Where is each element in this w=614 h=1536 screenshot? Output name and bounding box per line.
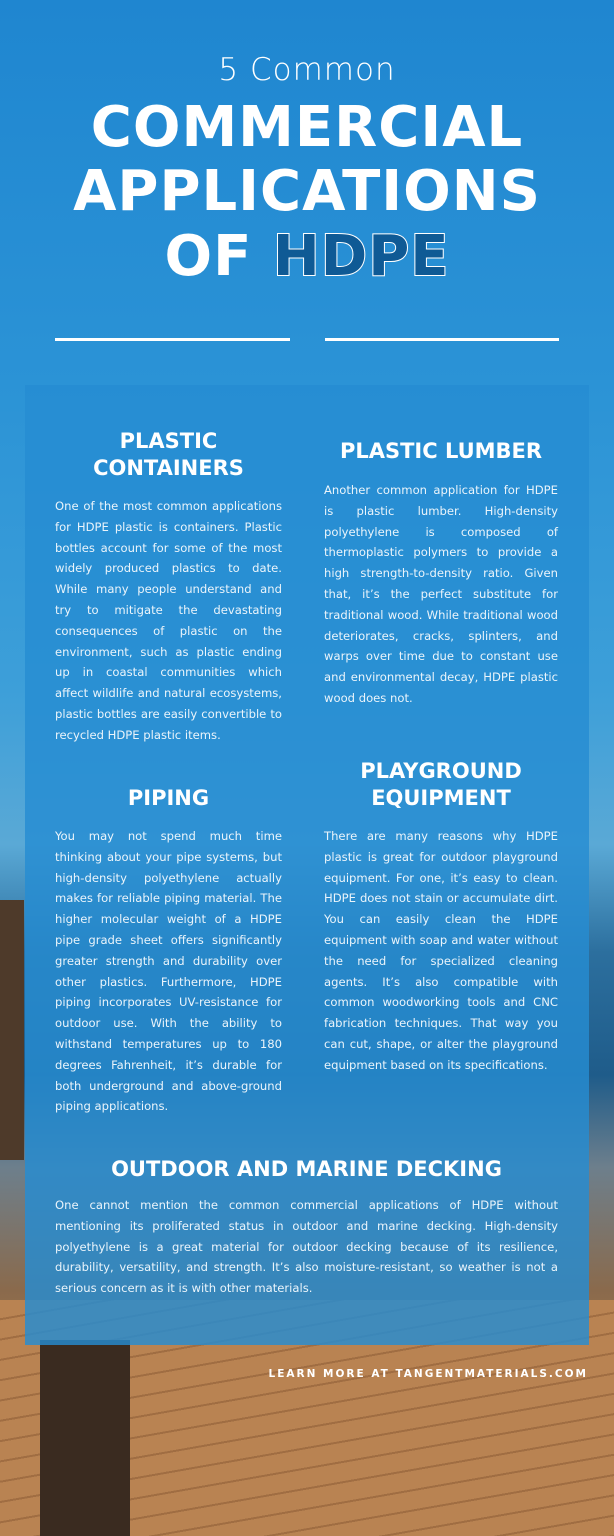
background-post	[0, 900, 24, 1160]
section-body: One cannot mention the common commercial applications of HDPE without mentioning its proliferated status in outdoor and marine decking. High-density polyethylene is a great material for outdoor decking because of its resilience, durability, versatility, and strength. It’s also moisture-resistant, so weather is not a serious concern as it is with other materials.	[55, 1198, 558, 1296]
section-body: One of the most common applications for HDPE plastic is containers. Plastic bottles account for some of the most widely produced plastics to date. While many people understand and try to mitigate the devastating consequences of plastic on the environment, such as plastic ending up in coastal communities which affect wildlife and natural ecosystems, plastic bottles are easily convertible to recycled HDPE plastic items.	[55, 499, 282, 742]
divider	[325, 338, 559, 341]
title-line: APPLICATIONS	[73, 159, 541, 224]
title-line	[0, 225, 614, 289]
divider	[55, 338, 290, 341]
title-line: COMMERCIAL	[90, 95, 524, 160]
section-heading: PLASTIC CONTAINERS	[93, 429, 244, 480]
section-heading: OUTDOOR AND MARINE DECKING	[111, 1157, 502, 1181]
subtitle: 5 Common	[218, 52, 396, 88]
section-plastic-lumber	[324, 438, 558, 709]
section-piping	[55, 785, 282, 1117]
title-of: OF	[164, 224, 253, 289]
section-body: Another common application for HDPE is plastic lumber. High-density polyethylene is composed of thermoplastic polymers to provide a high strength-to-density ratio. Given that, it’s the perfect substitute for traditional wood. While traditional wood deteriorates, cracks, splinters, and warps over time due to constant use and environmental decay, HDPE plastic wood does not.	[324, 483, 558, 705]
section-plastic-containers	[55, 428, 282, 746]
section-body: There are many reasons why HDPE plastic is great for outdoor playground equipment. For one, it’s easy to clean. HDPE does not stain or accumulate dirt. You can easily clean the HDPE equipment with soap and water without the need for specialized cleaning agents. It’s also compatible with common woodworking tools and CNC fabrication techniques. That way you can cut, shape, or alter the playground equipment based on its specifications.	[324, 829, 558, 1072]
section-playground-equipment	[324, 758, 558, 1076]
footer-link[interactable]: LEARN MORE AT TANGENTMATERIALS.COM	[268, 1368, 588, 1380]
section-heading: PIPING	[127, 786, 210, 810]
title-hdpe: HDPE	[272, 224, 450, 289]
section-heading: PLASTIC LUMBER	[339, 439, 543, 463]
section-body: You may not spend much time thinking about your pipe systems, but high-density polyethylene actually makes for reliable piping material. The higher molecular weight of a HDPE pipe grade sheet offers significantly greater strength and durability over other plastics. Furthermore, HDPE piping incorporates UV-resistance for outdoor use. With the ability to withstand temperatures up to 180 degrees Fahrenheit, it’s durable for both underground and above-ground piping applications.	[55, 829, 282, 1114]
background-post	[40, 1340, 130, 1536]
section-outdoor-marine-decking	[55, 1156, 558, 1299]
section-heading: PLAYGROUND EQUIPMENT	[360, 759, 522, 810]
